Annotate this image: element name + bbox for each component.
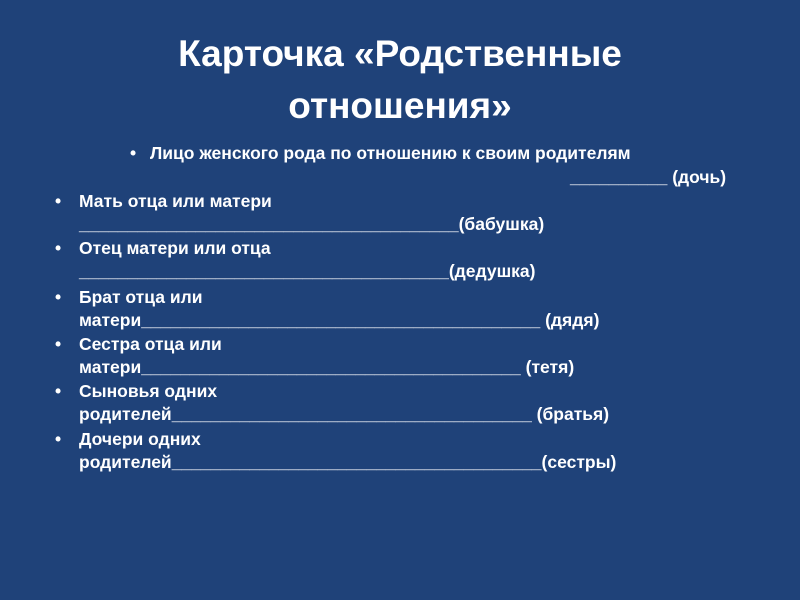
intro-answer: __________ (дочь) xyxy=(570,167,727,187)
item-text: Брат отца или xyxy=(79,287,203,307)
item-text: Мать отца или матери xyxy=(79,191,272,211)
bullet-icon: • xyxy=(55,191,62,211)
item-text: Отец матери или отца xyxy=(79,238,271,258)
bullet-icon: • xyxy=(55,238,62,258)
item-text: Дочери одних xyxy=(79,429,201,449)
bullet-icon: • xyxy=(55,381,62,401)
title-line-1: Карточка «Родственные xyxy=(178,33,622,74)
bullet-icon: • xyxy=(55,334,62,354)
item-answer: ______________________________________(дедушка) xyxy=(79,261,536,281)
item-answer: _______________________________________(бабушка) xyxy=(79,214,545,234)
intro-text: Лицо женского рода по отношению к своим родителям xyxy=(150,143,631,163)
bullet-icon: • xyxy=(55,429,62,449)
bullet-icon: • xyxy=(55,287,62,307)
title-line-2: отношения» xyxy=(288,85,512,126)
item-text: Сестра отца или xyxy=(79,334,222,354)
item-answer: матери_________________________________________ (дядя) xyxy=(79,310,600,330)
slide-title xyxy=(0,28,800,132)
item-answer: родителей_____________________________________ (братья) xyxy=(79,404,610,424)
item-answer: матери_______________________________________ (тетя) xyxy=(79,357,575,377)
item-answer: родителей______________________________________(сестры) xyxy=(79,452,617,472)
item-text: Сыновья одних xyxy=(79,381,218,401)
bullet-icon: • xyxy=(130,143,137,163)
